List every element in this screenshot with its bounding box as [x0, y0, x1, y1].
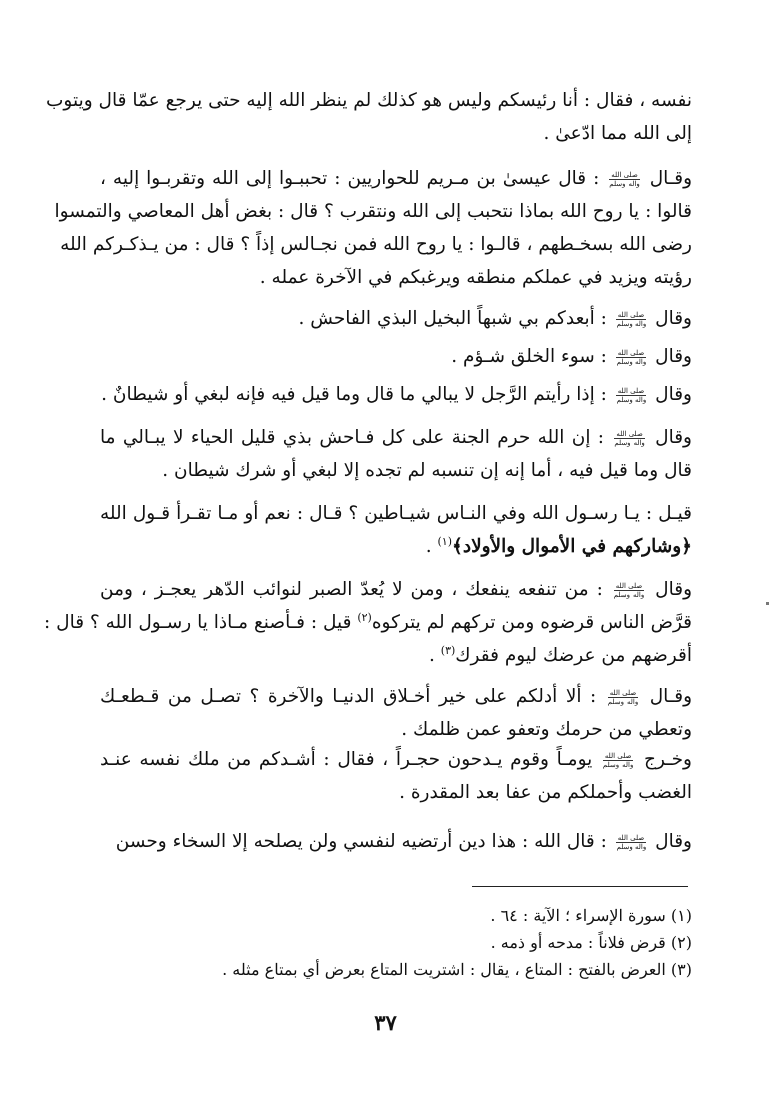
- text-line: [100, 378, 692, 411]
- salawat-bottom: واله وسلم: [616, 319, 647, 328]
- line-tail: قيل : فـأصنع مـاذا يا رسـول الله ؟ قال :: [44, 612, 358, 633]
- text-line: رضى الله بسخـطهم ، قالـوا : يا روح الله فمن نجـالس إذاً ؟ قال : من يـذكـركم الله: [60, 234, 692, 255]
- salawat-mark: [609, 171, 639, 188]
- salawat-top: صلى الله: [609, 688, 637, 697]
- paragraph: [54, 162, 692, 294]
- footnote: (٢) قرض فلاناً : مدحه أو ذمه .: [490, 933, 692, 952]
- text-line: قالوا : يا روح الله بماذا نتحبب إلى الله ونتقرب ؟ قال : بغض أهل المعاصي والتمسوا: [54, 201, 692, 222]
- footnote-ref: (٢): [357, 610, 372, 624]
- line-rest: : أبعدكم بي شبهاً البخيل البذي الفاحش .: [298, 308, 613, 329]
- salawat-top: صلى الله: [604, 751, 632, 760]
- salawat-bottom: واله وسلم: [607, 697, 639, 706]
- text-line: قال وما قيل فيه ، أما إنه إن تنسبه لم تجده إلا لبغي أو شرك شيطان .: [162, 460, 692, 481]
- line-rest: : إن الله حرم الجنة على كل فـاحش بذي قليل الحياء لا يبـالي ما: [100, 427, 612, 448]
- line-start: وقال: [649, 384, 692, 405]
- text-line: [100, 421, 692, 454]
- text-line: وتعطي من حرمك وتعفو عمن ظلمك .: [401, 719, 692, 740]
- salawat-mark: [603, 752, 633, 769]
- salawat-bottom: واله وسلم: [616, 842, 647, 851]
- footnotes: [180, 902, 692, 983]
- footnote: (٣) العرض بالفتح : المتاع ، يقال : اشتريت المتاع بعرض أي بمتاع مثله .: [222, 960, 692, 979]
- paragraph: [100, 421, 692, 487]
- paragraph: [44, 573, 692, 672]
- salawat-top: صلى الله: [617, 310, 645, 319]
- line-rest: : ألا أدلكم على خير أخـلاق الدنيـا والآخرة ؟ تصـل من قـطعـك: [100, 686, 605, 707]
- paragraph: [100, 302, 692, 335]
- margin-dot: [766, 602, 769, 605]
- salawat-top: صلى الله: [617, 386, 645, 395]
- salawat-mark: [614, 430, 644, 447]
- paragraph: [100, 680, 692, 746]
- line-rest: : قال الله : هذا دين أرتضيه لنفسي ولن يصلحه إلا السخاء وحسن: [115, 831, 613, 852]
- text-line: قيـل : يـا رسـول الله وفي النـاس شيـاطين ؟ قـال : نعم أو مـا تقـرأ قـول الله: [100, 503, 692, 524]
- text-line: إلى الله مما ادّعىٰ .: [543, 123, 692, 144]
- salawat-mark: [614, 582, 644, 599]
- paragraph: [100, 378, 692, 411]
- salawat-top: صلى الله: [615, 581, 643, 590]
- text-line: [100, 302, 692, 335]
- line-start: وقال: [647, 579, 692, 600]
- line-start: وقال: [649, 346, 692, 367]
- footnote-separator: [472, 886, 688, 887]
- line-rest: : سوء الخلق شـؤم .: [451, 346, 613, 367]
- text-line: [100, 743, 692, 776]
- text-line: نفسه ، فقال : أنا رئيسكم وليس هو كذلك لم ينظر الله إليه حتى يرجع عمّا قال ويتوب: [46, 90, 692, 111]
- paragraph: [46, 84, 692, 150]
- salawat-mark: [616, 349, 646, 366]
- salawat-mark: [616, 834, 646, 851]
- text-line: [100, 162, 692, 195]
- line-start: وقال: [647, 427, 692, 448]
- salawat-top: صلى الله: [611, 170, 638, 179]
- footnote-ref: (١): [437, 534, 452, 548]
- text-line: الغضب وأحملكم من عفا بعد المقدرة .: [399, 782, 692, 803]
- line-text: أقرضهم من عرضك ليوم فقرك: [455, 645, 692, 666]
- footnote: (١) سورة الإسراء ؛ الآية : ٦٤ .: [490, 906, 692, 925]
- salawat-bottom: واله وسلم: [609, 179, 640, 188]
- salawat-bottom: واله وسلم: [614, 438, 645, 447]
- salawat-bottom: واله وسلم: [613, 590, 645, 599]
- paragraph: [100, 743, 692, 809]
- salawat-bottom: واله وسلم: [602, 760, 634, 769]
- text-line: رؤيته ويزيد في عملكم منطقه ويرغبكم في الآخرة عمله .: [259, 267, 692, 288]
- salawat-mark: [616, 311, 646, 328]
- line-start: وخـرج: [636, 749, 692, 770]
- text-line: [100, 680, 692, 713]
- line-tail: .: [429, 645, 441, 666]
- line-rest: : إذا رأيتم الرَّجل لا يبالي ما قال وما قيل فيه فإنه لبغي أو شيطانٌ .: [101, 384, 613, 405]
- text-line: [100, 573, 692, 606]
- line-start: وقال: [649, 308, 692, 329]
- line-start: وقـال: [642, 168, 692, 189]
- text-line: [100, 530, 692, 563]
- text-line: [100, 639, 692, 672]
- page-number: ٣٧: [374, 1010, 397, 1035]
- paragraph: [100, 825, 692, 858]
- salawat-bottom: واله وسلم: [616, 395, 647, 404]
- paragraph: [100, 497, 692, 563]
- salawat-mark: [608, 689, 638, 706]
- salawat-top: صلى الله: [617, 348, 645, 357]
- text-line: [100, 340, 692, 373]
- line-start: وقال: [649, 831, 692, 852]
- line-text: قرَّض الناس قرضوه ومن تركهم لم يتركوه: [371, 612, 692, 633]
- text-line: [100, 825, 692, 858]
- footnote-ref: (٣): [440, 643, 456, 657]
- salawat-top: صلى الله: [616, 429, 643, 438]
- paragraph: [100, 340, 692, 373]
- salawat-bottom: واله وسلم: [616, 357, 647, 366]
- line-rest: : قال عيسىٰ بن مـريم للحواريين : تحببـوا إلى الله وتقربـوا إليه ،: [100, 168, 607, 189]
- line-rest: : من تنفعه ينفعك ، ومن لا يُعدّ الصبر لنوائب الدّهر يعجـز ، ومن: [100, 579, 611, 600]
- text-line: [44, 606, 692, 639]
- salawat-mark: [616, 387, 646, 404]
- line-start: وقـال: [641, 686, 692, 707]
- line-rest: يومـاً وقوم يـدحون حجـراً ، فقال : أشـدكم من ملك نفسه عنـد: [100, 749, 600, 770]
- line-tail: .: [425, 536, 438, 557]
- quran-verse: ﴿وشاركهم في الأموال والأولاد﴾: [451, 536, 692, 557]
- salawat-top: صلى الله: [617, 833, 645, 842]
